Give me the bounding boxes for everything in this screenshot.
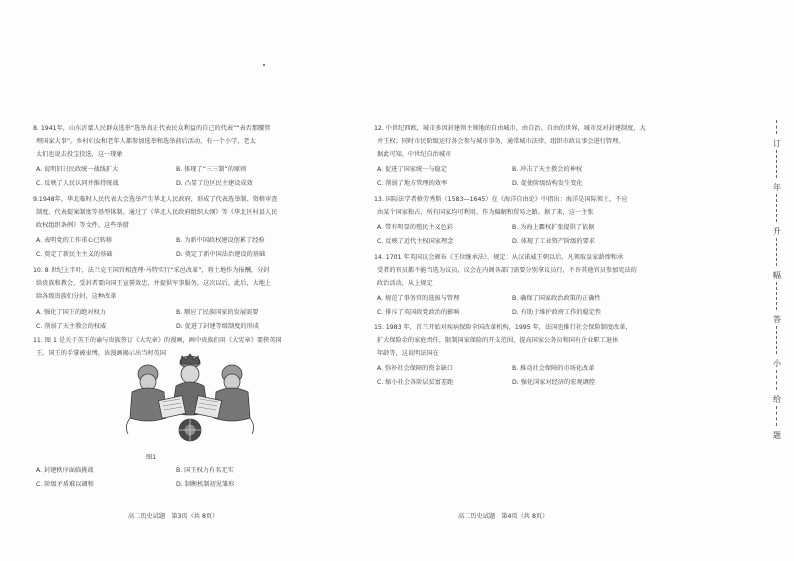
binding-char: 小 xyxy=(773,359,781,368)
binding-strip xyxy=(770,120,784,450)
q10-option-d: D. 促进了封建等级制度的形成 xyxy=(176,323,259,330)
q11-option-d: D. 制衡机制初见雏形 xyxy=(176,481,235,488)
q8-line-2: 理国家大事”。乡村妇女和老年人都参加选举和选举前后活动，有一个小学，老太 xyxy=(36,138,256,145)
binding-char: 订 xyxy=(773,139,781,148)
q13-option-d: D. 体现了工业资产阶级的要求 xyxy=(512,238,595,245)
binding-dash xyxy=(776,370,778,390)
binding-dash xyxy=(776,326,778,354)
magna-carta-cartoon xyxy=(120,352,260,447)
q9-line-2: 制度、代表提案制度等基型体制。通过了《华北人民政府组织大纲》等《华北区村县人民 xyxy=(36,209,278,216)
q10-option-c: C. 削弱了天主教会的权威 xyxy=(36,323,107,330)
q15-line-3: 年龄等，这说明法国在 xyxy=(377,350,439,357)
q15-option-a: A. 弥补社会保障的资金缺口 xyxy=(377,365,454,372)
q14-line-3: 政治活动，从上规定 xyxy=(377,280,433,287)
q8-option-b: B. 体现了“三三制”的原则 xyxy=(176,166,247,173)
q8-line-3: 太们也说去投宝投选，这一现象 xyxy=(36,151,123,158)
q10-line-2: 给贵族和教会，受封者要向国王宣誓效忠，并提供军事服务。这次以后，此后，大地上 xyxy=(36,280,272,287)
binding-char: 给 xyxy=(773,395,781,404)
right-page xyxy=(374,0,794,561)
q12-option-c: C. 削弱了地方管理的效率 xyxy=(377,180,448,187)
binding-dash xyxy=(776,150,778,178)
binding-char: 答 xyxy=(773,315,781,324)
q13-line-2: 由某个国家独占，所有国家均可利用，作为偏解和贸易之路。据了来，这一主张 xyxy=(377,209,594,216)
q14-line-2: 受者的官员都不能当选为议员，议会在内阁各部门需要分别拿议员行，不许其他官员参加宪法的 xyxy=(377,267,637,274)
q14-option-b: B. 确保了国家政治政策的正确性 xyxy=(512,295,601,302)
q10-line-1: 10. 8 世纪上半叶，法兰克王国宫相查理·马特实行“采邑改革”，将土地作为报酬，分封 xyxy=(33,267,270,274)
q13-option-b: B. 为海上霸权扩张提供了依据 xyxy=(512,224,595,231)
q12-line-3: 据此可知，中世纪自治城市 xyxy=(377,151,452,158)
q15-option-c: C. 缩小社会各阶层贫富差距 xyxy=(377,379,454,386)
q8-option-c: C. 反映了人民认同并维持统战 xyxy=(36,180,119,187)
q14-option-d: D. 有助于维护政府工作的稳定性 xyxy=(512,309,602,316)
q14-line-1: 14. 1701 年英国议会颁布《王位继承法》，规定：从汉诺威王朝以后，凡领取皇家薪俸和承 xyxy=(374,254,624,261)
right-page-footer: 高二历史试题 第4页（共 8页） xyxy=(458,513,549,520)
q15-option-d: D. 强化国家对经济的宏观调控 xyxy=(512,379,595,386)
q14-option-a: A. 规范了事务官的选拔与管理 xyxy=(377,295,460,302)
q8-line-1: 8. 1941年，山东沂蒙人民群众选举“选举真正代表民众利益的自己的代表”“表否那腰管 xyxy=(33,125,271,132)
q11-option-c: C. 阶级矛盾难以调和 xyxy=(36,481,94,488)
binding-dash xyxy=(776,406,778,426)
q15-option-b: B. 推动社会保障的市场化改革 xyxy=(512,365,595,372)
q8-option-a: A. 说明旧日民政统一战线扩大 xyxy=(36,166,119,173)
q13-option-a: A. 带有明显的殖民主义色彩 xyxy=(377,224,454,231)
q9-option-b: B. 为新中国政权建设创累了经验 xyxy=(176,237,265,244)
q12-line-2: 并王权；同时市民阶级运行各会参与城市事务，通常城市法律，组织市政议事会进行管理。 xyxy=(377,138,625,145)
q12-option-d: D. 促使阶级结构发生变化 xyxy=(512,180,583,187)
q9-option-d: D. 奠定了新中国法治建设的基础 xyxy=(176,251,266,258)
binding-char: 幅 xyxy=(773,271,781,280)
figure-1-caption: 图1 xyxy=(146,454,157,461)
q9-line-3: 政权组织条例》等文件。这些举措 xyxy=(36,222,129,229)
left-page-footer: 高二历史试题 第3页（共 8页） xyxy=(128,513,219,520)
q10-option-a: A. 强化了国王的绝对权力 xyxy=(36,309,106,316)
q12-option-b: B. 冲击了天主教会的神权 xyxy=(512,166,583,173)
q14-option-c: C. 排斥了英国政党政治的影响 xyxy=(377,309,460,316)
q9-line-1: 9.1948年，华北临时人民代表大会选举产生华北人民政府，形成了代表选举制、资格审查 xyxy=(33,196,278,203)
q11-line-1: 11. 图 1 是关于英王的谕与贵族签订《大宪章》的漫画，画中贵族们用《大宪章》要挟英国 xyxy=(33,337,282,344)
q8-option-d: D. 凸显了边区民主建设成效 xyxy=(176,180,253,187)
binding-char: 年 xyxy=(773,183,781,192)
q15-line-1: 15. 1983 年，首兰开始对疾病保险全国改革机构，1995 年，法国也推行社会保险制度改革， xyxy=(374,324,632,331)
q9-option-c: C. 奠定了新民主主义的基础 xyxy=(36,251,113,258)
q12-line-1: 12. 中世纪西欧，城市多因封建领主领地的自由城市，由自治、自由的世界，城市反对封建制度，大 xyxy=(374,125,646,132)
q12-option-a: A. 促进了国家统一与稳定 xyxy=(377,166,447,173)
binding-char: 升 xyxy=(773,227,781,236)
left-page xyxy=(0,0,396,561)
q9-option-a: A. 表明党的工作重心已转移 xyxy=(36,237,113,244)
q13-option-c: C. 反映了近代主权国家理念 xyxy=(377,238,454,245)
q15-line-2: 扩大保险金的家庭责任，限制国家保险的开支范围，提高国家公务员和国有企业职工退休 xyxy=(377,337,619,344)
binding-dash xyxy=(776,194,778,222)
binding-dash xyxy=(776,238,778,266)
binding-dash xyxy=(776,282,778,310)
q11-option-a: A. 封建秩序面临挑战 xyxy=(36,467,94,474)
q10-line-3: 给各级贵族们分封，这种改革 xyxy=(36,293,117,300)
binding-dash xyxy=(776,120,778,134)
binding-char: 题 xyxy=(773,431,781,440)
q13-line-1: 13. 国际法学者格劳秀斯（1583—1645）在《海洋自由论》中指出：海洋是国际领土，不应 xyxy=(374,196,628,203)
q11-line-2: 王。国王的手掌被束缚，该漫画揭示出当时英国 xyxy=(36,350,166,357)
q10-option-b: B. 顺应了民族国家的发展需要 xyxy=(176,309,259,316)
q11-option-b: B. 国王权力有名无实 xyxy=(176,467,234,474)
